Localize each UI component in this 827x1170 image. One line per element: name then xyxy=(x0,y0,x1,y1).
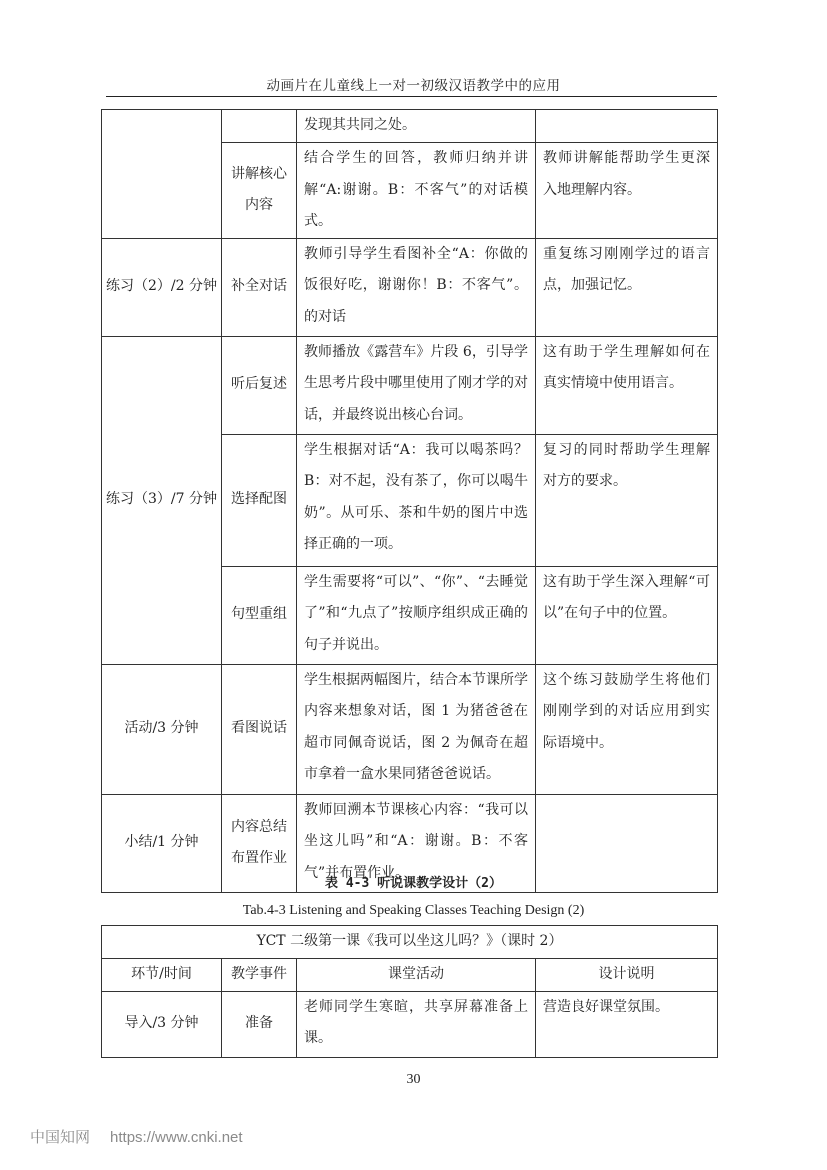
event-cell: 看图说话 xyxy=(222,664,297,794)
event-cell: 句型重组 xyxy=(222,566,297,664)
activity-cell: 发现其共同之处。 xyxy=(297,110,536,143)
note-cell: 教师讲解能帮助学生更深入地理解内容。 xyxy=(536,143,718,239)
stage-cell: 练习（3）/7 分钟 xyxy=(102,336,222,664)
watermark-url: https://www.cnki.net xyxy=(110,1129,243,1146)
note-cell: 这有助于学生深入理解“可以”在句子中的位置。 xyxy=(536,566,718,664)
event-text: 讲解核心内容 xyxy=(231,166,287,214)
activity-cell: 老师同学生寒暄，共享屏幕准备上课。 xyxy=(297,991,536,1057)
stage-cell: 练习（2）/2 分钟 xyxy=(102,238,222,336)
column-header: 环节/时间 xyxy=(102,958,222,991)
column-header: 设计说明 xyxy=(536,958,718,991)
table-row xyxy=(102,238,718,336)
teaching-design-table-2 xyxy=(101,925,718,1058)
note-cell: 营造良好课堂氛围。 xyxy=(536,991,718,1057)
stage-cell: 小结/1 分钟 xyxy=(102,794,222,892)
table-row xyxy=(102,664,718,794)
table-title-row xyxy=(102,926,718,959)
event-cell: 准备 xyxy=(222,991,297,1057)
header-rule xyxy=(106,96,717,97)
column-header: 课堂活动 xyxy=(297,958,536,991)
column-header: 教学事件 xyxy=(222,958,297,991)
event-cell xyxy=(222,143,297,239)
stage-cell: 导入/3 分钟 xyxy=(102,991,222,1057)
table-caption-en: Tab.4-3 Listening and Speaking Classes Teaching Design (2) xyxy=(242,903,585,918)
table-row xyxy=(102,991,718,1057)
activity-cell: 学生根据两幅图片，结合本节课所学内容来想象对话，图 1 为猪爸爸在超市同佩奇说话，图 2 为佩奇在超市拿着一盒水果同猪爸爸说话。 xyxy=(297,664,536,794)
event-cell: 听后复述 xyxy=(222,336,297,434)
watermark-brand: 中国知网 xyxy=(30,1129,91,1146)
event-cell xyxy=(222,110,297,143)
note-cell: 这个练习鼓励学生将他们刚刚学到的对话应用到实际语境中。 xyxy=(536,664,718,794)
activity-cell: 结合学生的回答，教师归纳并讲解“A:谢谢。B：不客气”的对话模式。 xyxy=(297,143,536,239)
table-row xyxy=(102,110,718,143)
stage-cell: 活动/3 分钟 xyxy=(102,664,222,794)
stage-cell xyxy=(102,110,222,239)
running-head: 动画片在儿童线上一对一初级汉语教学中的应用 xyxy=(266,78,561,94)
table-row xyxy=(102,336,718,434)
activity-cell: 教师回溯本节课核心内容：“我可以坐这儿吗”和“A：谢谢。B：不客气”并布置作业。 xyxy=(297,794,536,892)
event-cell: 选择配图 xyxy=(222,434,297,566)
note-cell xyxy=(536,110,718,143)
watermark xyxy=(30,1126,263,1147)
note-cell: 重复练习刚刚学过的语言点，加强记忆。 xyxy=(536,238,718,336)
table-caption-cn: 表 4-3 听说课教学设计（2） xyxy=(325,876,502,891)
note-cell: 这有助于学生理解如何在真实情境中使用语言。 xyxy=(536,336,718,434)
table-title: YCT 二级第一课《我可以坐这儿吗？》（课时 2） xyxy=(102,926,718,959)
activity-cell: 学生需要将“可以”、“你”、“去睡觉了”和“九点了”按顺序组织成正确的句子并说出。 xyxy=(297,566,536,664)
table-header-row xyxy=(102,958,718,991)
activity-cell: 教师引导学生看图补全“A：你做的饭很好吃，谢谢你！B：不客气”。的对话 xyxy=(297,238,536,336)
event-cell: 补全对话 xyxy=(222,238,297,336)
note-cell: 复习的同时帮助学生理解对方的要求。 xyxy=(536,434,718,566)
activity-cell: 学生根据对话“A：我可以喝茶吗？B：对不起，没有茶了，你可以喝牛奶”。从可乐、茶和牛奶的图片中选择正确的一项。 xyxy=(297,434,536,566)
page-number: 30 xyxy=(406,1072,421,1087)
event-text: 内容总结布置作业 xyxy=(231,819,287,866)
teaching-design-table-continued xyxy=(101,109,718,893)
activity-cell: 教师播放《露营车》片段 6，引导学生思考片段中哪里使用了刚才学的对话，并最终说出核心台词。 xyxy=(297,336,536,434)
